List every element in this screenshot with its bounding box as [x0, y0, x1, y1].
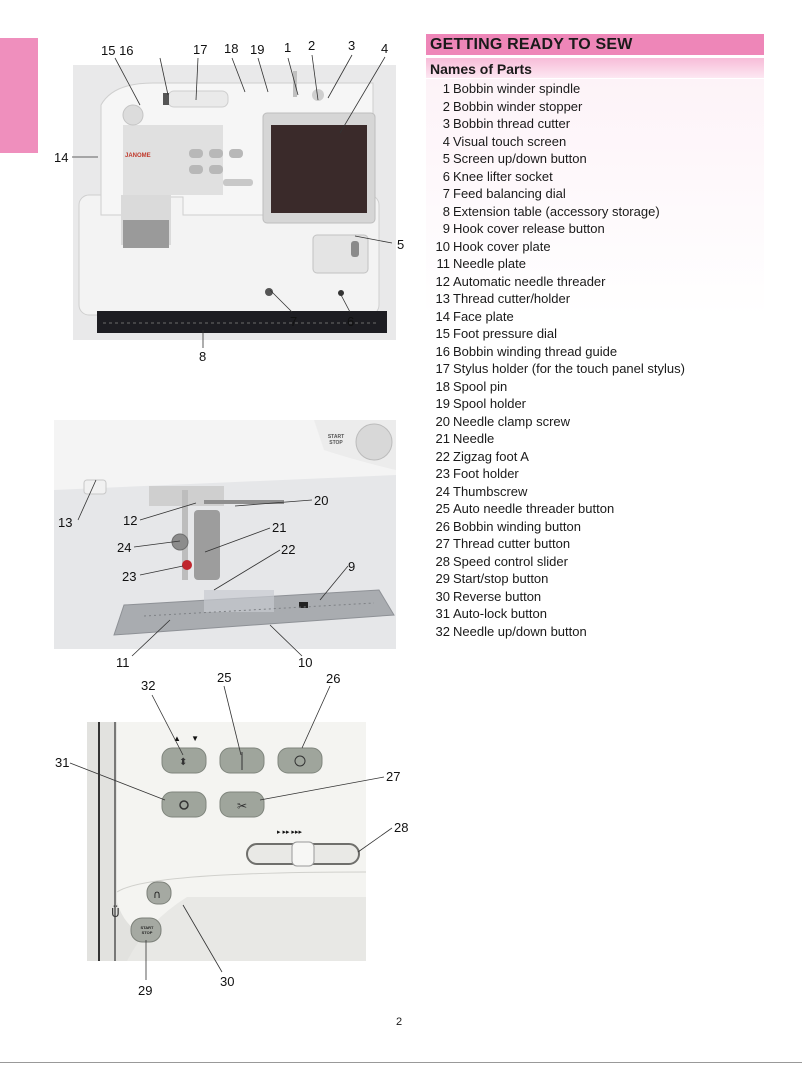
callout-1: 1	[284, 40, 292, 55]
list-item: 6 Knee lifter socket	[442, 168, 553, 184]
callout-28: 28	[394, 820, 409, 835]
list-item: 1 Bobbin winder spindle	[442, 81, 581, 96]
list-item: 12 Automatic needle threader	[435, 273, 606, 289]
svg-text:⬍: ⬍	[179, 757, 188, 768]
callout-19: 19	[250, 42, 265, 57]
machine-photo	[73, 65, 396, 340]
callout-24: 24	[117, 540, 132, 555]
list-item: 10 Hook cover plate	[435, 238, 551, 254]
callout-5: 5	[397, 237, 405, 252]
needle-position-marks: ▲ ▼	[173, 734, 204, 743]
callout-27: 27	[386, 769, 401, 784]
machine-illustration	[73, 65, 396, 340]
list-item: 20 Needle clamp screw	[435, 413, 571, 429]
svg-text:Ü: Ü	[111, 906, 120, 920]
svg-text:✂: ✂	[237, 799, 248, 813]
start-stop-label: START STOP	[327, 434, 345, 446]
callout-23: 23	[122, 569, 137, 584]
callout-14: 14	[54, 150, 69, 165]
list-item: 3 Bobbin thread cutter	[442, 116, 571, 131]
parts-list	[433, 80, 685, 640]
callout-3: 3	[348, 38, 356, 53]
brand-logo: JANOME	[125, 153, 151, 159]
list-item: 19 Spool holder	[435, 396, 526, 411]
callout-25: 25	[217, 670, 232, 685]
list-item: 14 Face plate	[435, 308, 514, 324]
callout-17: 17	[193, 42, 208, 57]
list-item: 24 Thumbscrew	[435, 483, 528, 499]
callout-12: 12	[123, 513, 138, 528]
callout-31: 31	[55, 755, 70, 770]
list-item: 30 Reverse button	[435, 588, 542, 604]
needle-area-photo	[54, 420, 396, 649]
list-item: 5 Screen up/down button	[442, 151, 587, 166]
callout-10: 10	[298, 655, 313, 670]
list-item: 29 Start/stop button	[435, 571, 549, 586]
list-item: 4 Visual touch screen	[442, 133, 567, 149]
callout-26: 26	[326, 671, 341, 686]
start-stop-label: START STOP	[140, 925, 154, 935]
callout-4: 4	[381, 41, 389, 56]
page-number: 2	[396, 1016, 403, 1028]
callout-30: 30	[220, 974, 235, 989]
list-item: 2 Bobbin winder stopper	[442, 98, 583, 114]
callout-18: 18	[224, 41, 239, 56]
chapter-tab	[0, 38, 38, 153]
subsection-title: Names of Parts	[430, 61, 532, 77]
list-item: 18 Spool pin	[435, 378, 508, 394]
list-item: 27 Thread cutter button	[435, 536, 571, 551]
list-item: 11 Needle plate	[436, 256, 526, 271]
bottom-rule	[0, 1062, 802, 1063]
callout-21: 21	[272, 520, 287, 535]
speed-marks: ▸ ▸▸ ▸▸▸	[277, 829, 302, 836]
callout-20: 20	[314, 493, 329, 508]
section-title: GETTING READY TO SEW	[430, 36, 633, 53]
button-panel-photo	[87, 722, 366, 961]
button-panel-illustration	[87, 722, 366, 961]
callout-8: 8	[199, 349, 207, 364]
callout-9: 9	[348, 559, 356, 574]
callout-11: 11	[116, 655, 130, 670]
list-item: 31 Auto-lock button	[435, 606, 547, 621]
callout-15-16: 15 16	[101, 43, 134, 58]
list-item: 13 Thread cutter/holder	[435, 291, 571, 306]
callout-13: 13	[58, 515, 73, 530]
svg-text:∩: ∩	[153, 888, 162, 901]
callout-2: 2	[308, 38, 316, 53]
list-item: 25 Auto needle threader button	[435, 501, 615, 516]
list-item: 28 Speed control slider	[435, 553, 568, 569]
list-item: 9 Hook cover release button	[442, 221, 605, 236]
list-item: 16 Bobbin winding thread guide	[435, 343, 618, 359]
list-item: 22 Zigzag foot A	[435, 448, 529, 464]
callout-32: 32	[141, 678, 156, 693]
callout-6: 6	[347, 314, 355, 329]
list-item: 15 Foot pressure dial	[435, 326, 558, 341]
list-item: 26 Bobbin winding button	[435, 518, 581, 534]
list-item: 8 Extension table (accessory storage)	[442, 203, 660, 219]
needle-area-illustration	[54, 420, 396, 649]
list-item: 17 Stylus holder (for the touch panel stylus)	[435, 361, 685, 376]
list-item: 21 Needle	[435, 431, 495, 446]
callout-7: 7	[290, 314, 298, 329]
list-item: 23 Foot holder	[435, 466, 519, 481]
callout-29: 29	[138, 983, 153, 998]
list-item: 7 Feed balancing dial	[442, 186, 566, 201]
callout-22: 22	[281, 542, 296, 557]
list-item: 32 Needle up/down button	[435, 623, 587, 639]
